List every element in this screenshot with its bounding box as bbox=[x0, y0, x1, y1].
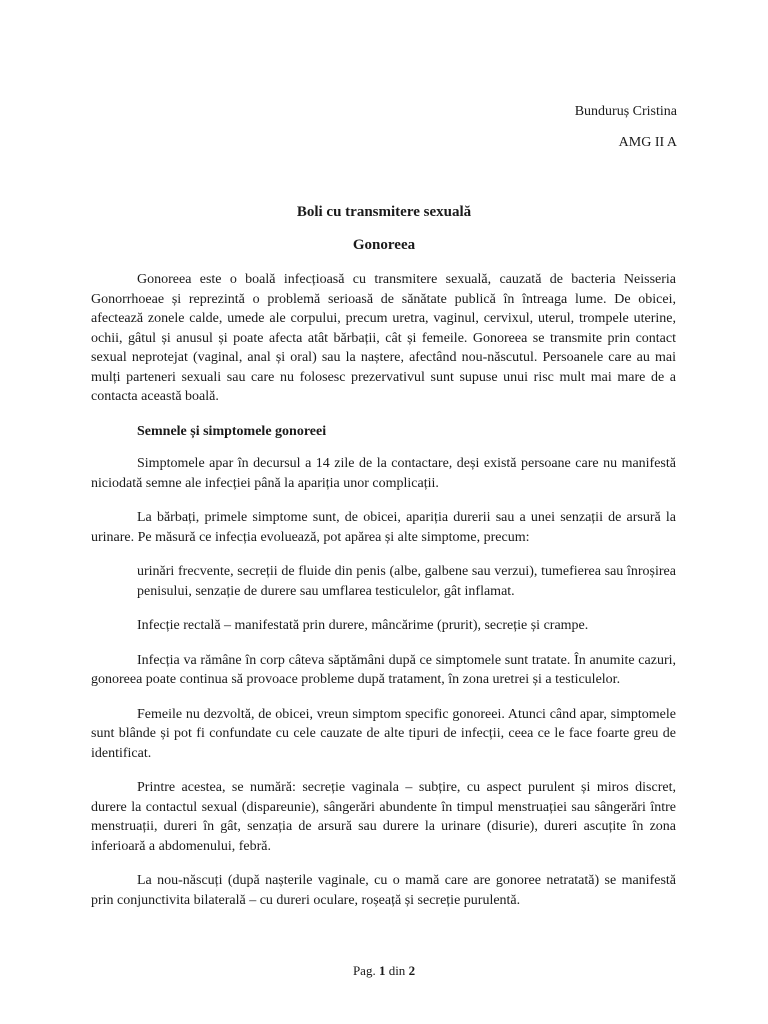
paragraph: La bărbați, primele simptome sunt, de obicei, apariția durerii sau a unei senzații de arsură la urinare. Pe măsură ce infecția evoluează, pot apărea și alte simptome, precum: bbox=[91, 510, 676, 545]
paragraph: Infecție rectală – manifestată prin durere, mâncărime (prurit), secreție și crampe. bbox=[137, 618, 589, 633]
paragraph: La nou-născuți (după nașterile vaginale, cu o mamă care are gonoree netratată) se manifestă prin conjunctivita bilaterală – cu dureri oculare, roșeață și secreție purulentă. bbox=[91, 873, 676, 908]
footer-prefix: Pag. bbox=[352, 963, 379, 978]
current-page-number: 1 bbox=[378, 963, 386, 978]
page-footer bbox=[0, 963, 768, 979]
paragraph-symptom-list: urinări frecvente, secreții de fluide din penis (albe, galbene sau verzui), tumefierea sau înroșirea penisului, senzație de durere sau umflarea testiculelor, gât inflamat. bbox=[137, 564, 676, 599]
section-heading: Semnele și simptomele gonoreei bbox=[137, 423, 327, 439]
total-page-number: 2 bbox=[408, 963, 416, 978]
document-subtitle: Gonoreea bbox=[352, 237, 416, 253]
paragraph: Femeile nu dezvoltă, de obicei, vreun simptom specific gonoreei. Atunci când apar, simptomele sunt blânde și pot fi confundate cu cele cauzate de alte tipuri de infecții, ceea ce le face foarte greu de identificat. bbox=[91, 706, 676, 761]
author-name: Bunduruș Cristina bbox=[574, 104, 677, 119]
paragraph: Simptomele apar în decursul a 14 zile de la contactare, deși există persoane care nu manifestă niciodată semne ale infecției până la apariția unor complicații. bbox=[91, 456, 676, 491]
paragraph-intro: Gonoreea este o boală infecțioasă cu transmitere sexuală, cauzată de bacteria Neisseria Gonorrhoeae și reprezintă o problemă serioasă de sănătate publică în întreaga lume. De obicei, afectează zonele calde, umede ale corpului, precum uretra, vaginul, cervixul, uterul, trompele uterine, ochii, gâtul și anusul și poate afecta atât bărbații, cât și femeile. Gonoreea se transmite prin contact sexual neprotejat (vaginal, anal și oral) sau la naștere, afectând nou-născutul. Persoanele care au mai mulți parteneri sexuali sau care nu folosesc prezervativul sunt supuse unui risc mult mai mare de a contacta această boală. bbox=[91, 272, 676, 404]
paragraph: Infecția va rămâne în corp câteva săptămâni după ce simptomele sunt tratate. În anumite cazuri, gonoreea poate continua să provoace probleme după tratament, în zona uretrei și a testiculelor. bbox=[91, 652, 676, 687]
footer-middle: din bbox=[385, 963, 409, 978]
document-body bbox=[91, 270, 676, 925]
paragraph: Printre acestea, se numără: secreție vaginala – subțire, cu aspect purulent și miros discret, durere la contactul sexual (dispareunie), sângerări abundente în timpul menstruației sau sângerări între menstruații, dureri în gât, senzația de arsură sau durere la urinare (disurie), dureri ascuțite în zona inferioară a abdomenului, febră. bbox=[91, 780, 676, 854]
document-title: Boli cu transmitere sexuală bbox=[296, 204, 472, 220]
student-group: AMG II A bbox=[618, 135, 677, 150]
